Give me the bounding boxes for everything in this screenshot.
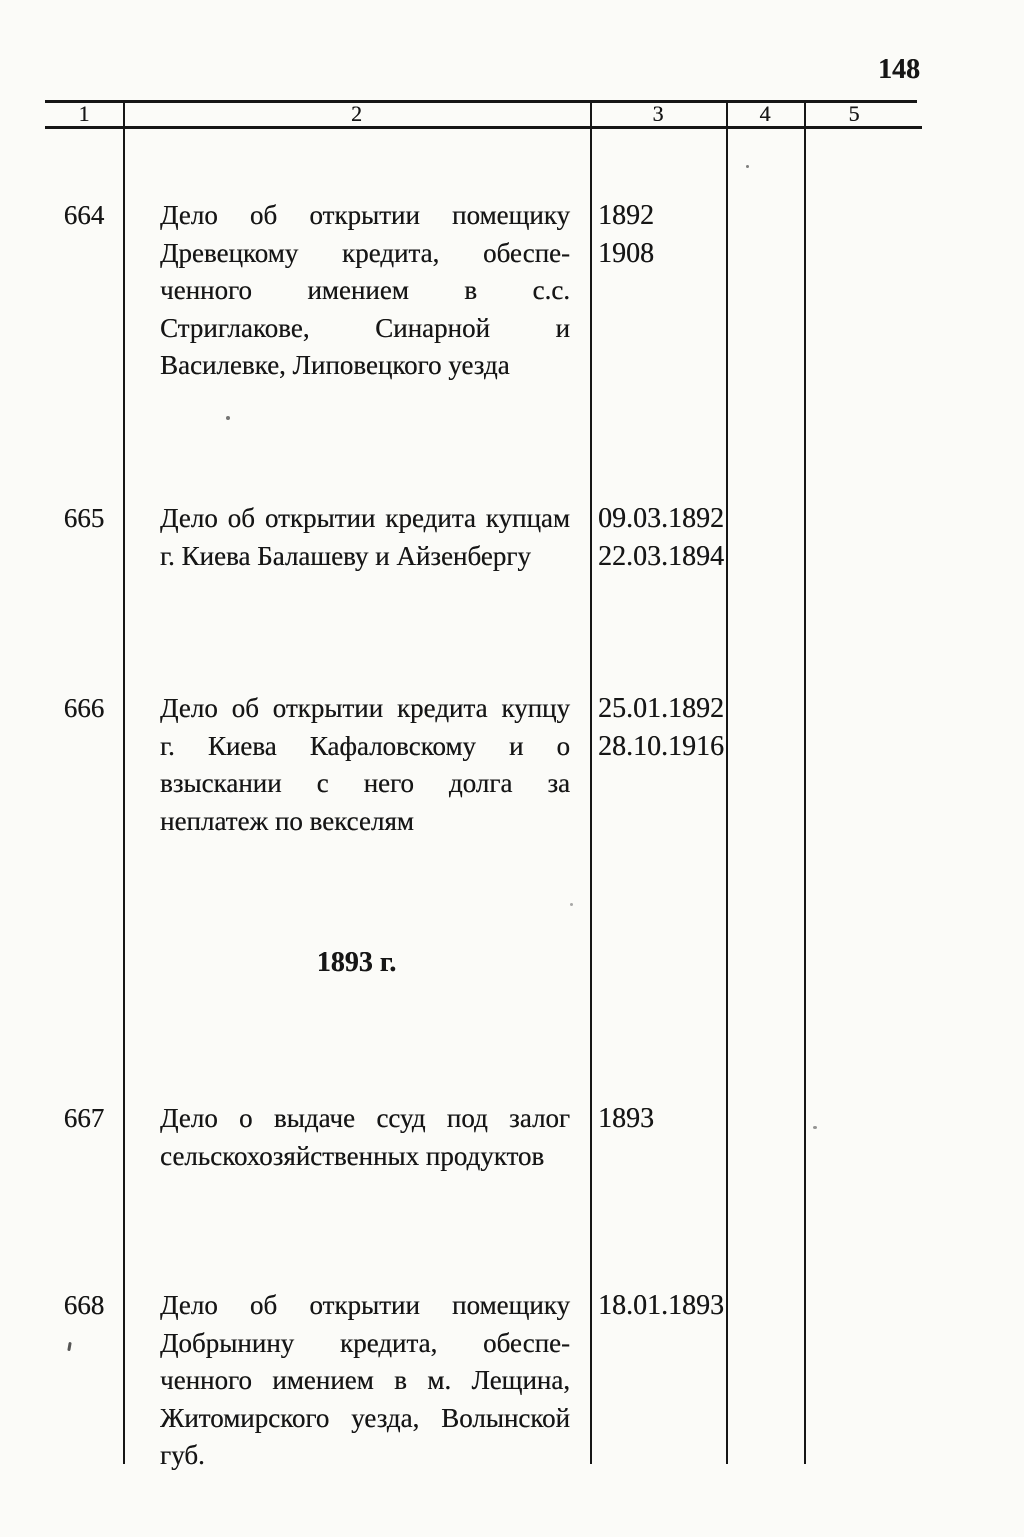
column-header-4: 4 bbox=[759, 101, 771, 126]
scan-speck bbox=[813, 1126, 817, 1129]
date-line: 1892 bbox=[598, 200, 654, 231]
case-description-line: неплатеж по векселям bbox=[160, 805, 414, 836]
case-description-line: ченного имением в м. Лещина, bbox=[160, 1365, 570, 1395]
case-description-line: г. Киева Кафаловскому и о bbox=[160, 730, 570, 761]
case-description bbox=[160, 690, 570, 840]
case-dates bbox=[598, 1287, 726, 1325]
case-description-line: Василевке, Липовецкого уезда bbox=[160, 350, 510, 380]
date-line: 1893 bbox=[598, 1103, 654, 1134]
case-number: 664 bbox=[63, 200, 105, 230]
column-divider-4 bbox=[804, 100, 806, 1464]
scan-speck bbox=[746, 165, 749, 168]
case-description-line: Дело о выдаче ссуд под залог bbox=[160, 1103, 570, 1133]
table-header-rule bbox=[45, 126, 922, 129]
column-header-2: 2 bbox=[351, 101, 362, 126]
case-dates bbox=[598, 690, 726, 765]
case-description-line: Дело об открытии помещику bbox=[160, 200, 570, 230]
case-description-line: Житомирского уезда, Волынской bbox=[160, 1402, 570, 1433]
case-description bbox=[160, 1100, 570, 1175]
case-description-line: губ. bbox=[160, 1440, 205, 1470]
case-number: 666 bbox=[63, 693, 105, 723]
column-divider-2 bbox=[590, 100, 592, 1464]
date-line: 09.03.1892 bbox=[598, 503, 724, 534]
case-description bbox=[160, 197, 570, 385]
column-header-3: 3 bbox=[652, 101, 664, 126]
case-description bbox=[160, 500, 570, 575]
case-description-line: взыскании с него долга за bbox=[160, 768, 570, 798]
case-description-line: г. Киева Балашеву и Айзенбергу bbox=[160, 540, 531, 571]
column-divider-1 bbox=[123, 100, 125, 1464]
column-divider-3 bbox=[726, 100, 728, 1464]
column-header-5: 5 bbox=[848, 101, 860, 126]
date-line: 28.10.1916 bbox=[598, 730, 724, 762]
case-description-line: Дело об открытии кредита купцам bbox=[160, 503, 570, 533]
page-number: 148 bbox=[878, 54, 920, 85]
date-line: 18.01.1893 bbox=[598, 1290, 724, 1321]
case-dates bbox=[598, 197, 726, 272]
date-line: 22.03.1894 bbox=[598, 540, 724, 572]
date-line: 1908 bbox=[598, 237, 654, 269]
scan-speck bbox=[570, 903, 573, 906]
scan-speck bbox=[226, 416, 230, 420]
case-description-line: Стриглакове, Синарной и bbox=[160, 312, 570, 343]
case-number: 667 bbox=[63, 1103, 105, 1133]
case-description-line: ченного имением в с.с. bbox=[160, 275, 570, 305]
case-description bbox=[160, 1287, 570, 1475]
case-description-line: Дело об открытии кредита купцу bbox=[160, 693, 570, 723]
year-heading: 1893 г. bbox=[316, 947, 397, 978]
date-line: 25.01.1892 bbox=[598, 693, 724, 724]
case-number: 668 bbox=[63, 1290, 105, 1320]
scan-speck bbox=[67, 1342, 72, 1351]
case-description-line: Древецкому кредита, обеспе- bbox=[160, 237, 570, 268]
case-number: 665 bbox=[63, 503, 105, 533]
case-description-line: Добрынину кредита, обеспе- bbox=[160, 1327, 570, 1358]
case-description-line: сельскохозяйственных продуктов bbox=[160, 1140, 545, 1171]
case-dates bbox=[598, 1100, 726, 1138]
case-description-line: Дело об открытии помещику bbox=[160, 1290, 570, 1320]
column-header-1: 1 bbox=[78, 101, 90, 126]
case-dates bbox=[598, 500, 726, 575]
